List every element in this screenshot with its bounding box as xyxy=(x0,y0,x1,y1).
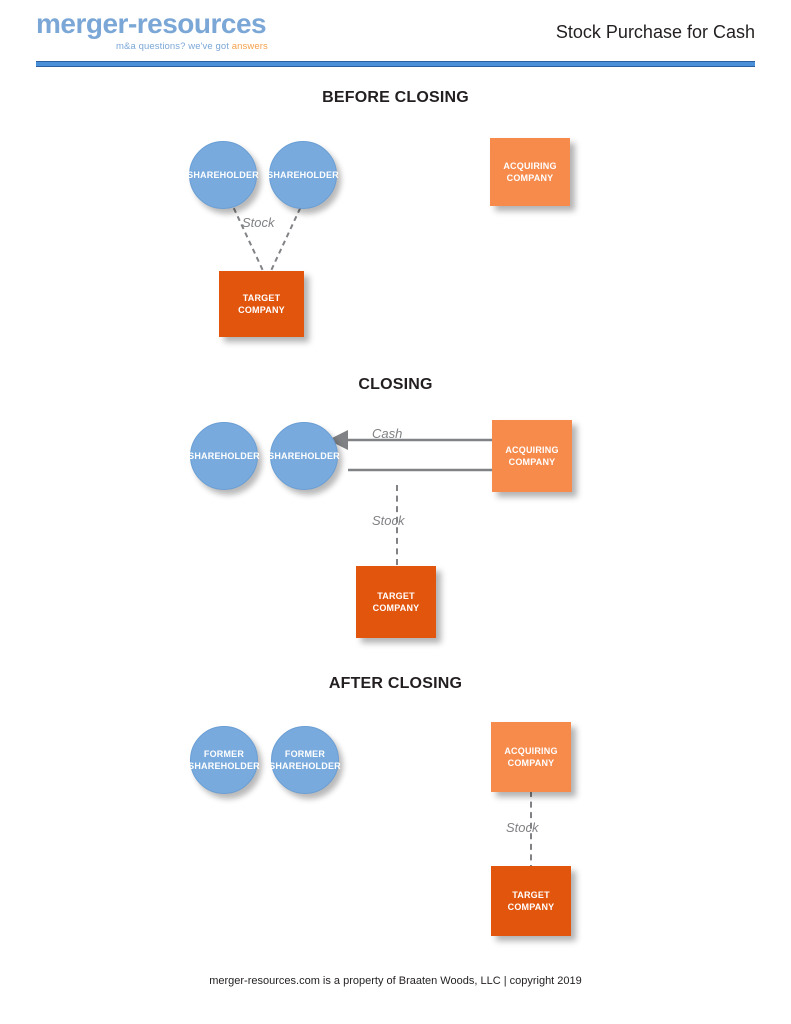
after-acquiring-line1: ACQUIRING xyxy=(504,746,558,756)
page-header xyxy=(0,0,791,66)
closing-acquiring-company xyxy=(492,420,572,492)
after-former-shareholder-1-line2: SHAREHOLDER xyxy=(188,761,260,771)
footer-text: merger-resources.com is a property of Braaten Woods, LLC | copyright 2019 xyxy=(209,975,582,987)
after-former-shareholder-2 xyxy=(271,726,339,794)
before-target-company xyxy=(219,271,304,337)
closing-acquiring-line2: COMPANY xyxy=(508,457,556,467)
before-shareholder-2-label: SHAREHOLDER xyxy=(267,170,339,180)
closing-stock-label: Stock xyxy=(372,513,405,528)
before-target-line2: COMPANY xyxy=(238,305,285,315)
closing-target-company xyxy=(356,566,436,638)
closing-target-line2: COMPANY xyxy=(372,603,420,613)
logo-tagline-pre: m&a questions? we've got xyxy=(116,41,232,52)
logo-wordmark: merger-resources xyxy=(36,8,267,39)
before-target-line1: TARGET xyxy=(242,293,281,303)
logo xyxy=(36,8,268,52)
after-former-shareholder-1 xyxy=(190,726,258,794)
section-title-before: BEFORE CLOSING xyxy=(322,89,469,106)
closing-shareholder-2-label: SHAREHOLDER xyxy=(268,451,340,461)
after-target-company xyxy=(491,866,571,936)
after-target-line2: COMPANY xyxy=(507,902,555,912)
after-former-shareholder-2-line1: FORMER xyxy=(284,749,326,759)
before-shareholder-1 xyxy=(189,141,257,209)
after-former-shareholder-2-line2: SHAREHOLDER xyxy=(269,761,341,771)
after-former-shareholder-1-line1: FORMER xyxy=(203,749,245,759)
closing-shareholder-2 xyxy=(270,422,338,490)
closing-cash-stock-arrows xyxy=(330,425,505,485)
before-acquiring-line1: ACQUIRING xyxy=(503,161,557,171)
closing-shareholder-1 xyxy=(190,422,258,490)
after-acquiring-company xyxy=(491,722,571,792)
before-stock-label: Stock xyxy=(242,215,275,230)
before-acquiring-line2: COMPANY xyxy=(506,173,554,183)
section-title-after: AFTER CLOSING xyxy=(328,675,463,692)
after-target-line1: TARGET xyxy=(512,890,550,900)
after-stock-label: Stock xyxy=(506,820,539,835)
before-stock-connectors xyxy=(215,195,365,280)
closing-cash-label: Cash xyxy=(372,426,403,441)
before-acquiring-company xyxy=(490,138,570,206)
after-acquiring-line2: COMPANY xyxy=(507,758,555,768)
before-shareholder-1-label: SHAREHOLDER xyxy=(187,170,259,180)
logo-tagline-accent: answers xyxy=(231,41,268,52)
closing-shareholder-1-label: SHAREHOLDER xyxy=(188,451,260,461)
before-shareholder-2 xyxy=(269,141,337,209)
header-divider xyxy=(36,61,755,67)
closing-target-line1: TARGET xyxy=(377,591,415,601)
logo-tagline xyxy=(36,41,268,52)
page-title: Stock Purchase for Cash xyxy=(555,22,755,42)
closing-acquiring-line1: ACQUIRING xyxy=(505,445,559,455)
section-title-closing: CLOSING xyxy=(358,376,433,393)
